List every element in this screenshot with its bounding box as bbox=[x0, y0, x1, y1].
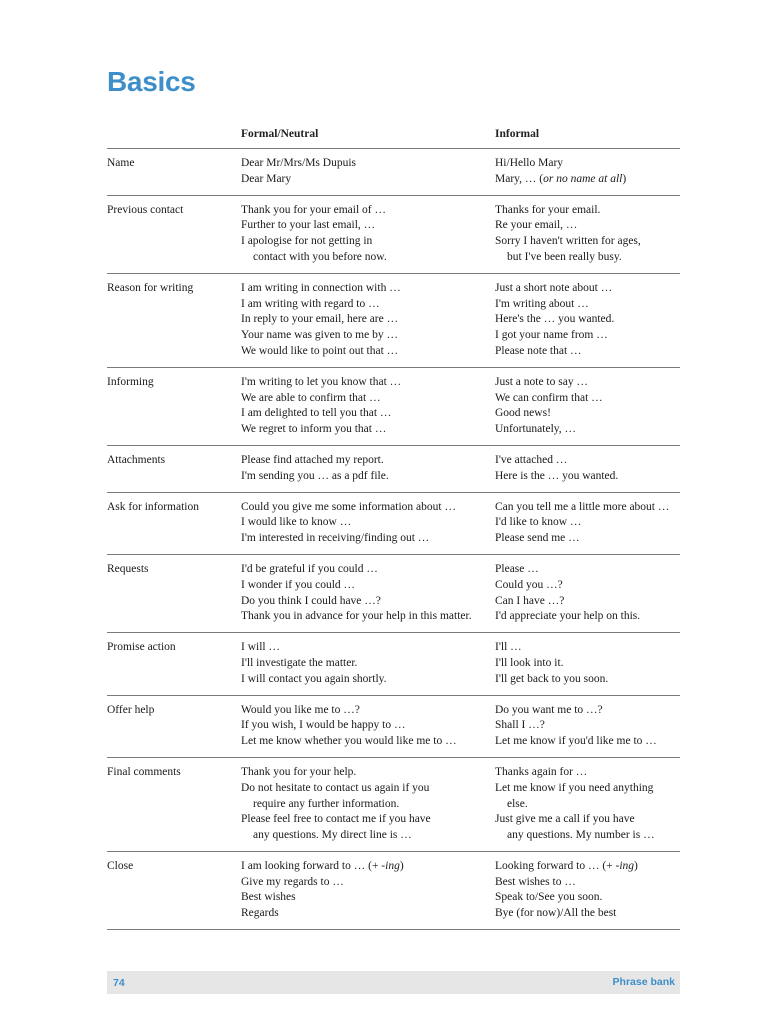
phrase-line bbox=[241, 765, 495, 781]
informal-phrases bbox=[495, 203, 680, 266]
table-row bbox=[107, 695, 680, 757]
table-row bbox=[107, 757, 680, 851]
phrase-text-end: ) bbox=[399, 859, 404, 872]
phrase-text: Do you think I could have …? bbox=[241, 594, 381, 607]
phrase-text: I apologise for not getting in bbox=[241, 235, 373, 248]
phrase-text: We regret to inform you that … bbox=[241, 423, 387, 436]
phrase-text: I'll get back to you soon. bbox=[495, 672, 609, 685]
phrase-text: I'd be grateful if you could … bbox=[241, 562, 378, 575]
phrase-line bbox=[495, 422, 680, 438]
informal-phrases bbox=[495, 453, 680, 485]
phrase-line bbox=[495, 765, 680, 781]
phrase-line bbox=[241, 703, 495, 719]
formal-phrases bbox=[241, 640, 495, 687]
phrase-line bbox=[241, 203, 495, 219]
phrase-text: Please note that … bbox=[495, 344, 582, 357]
phrase-text: Dear Mr/Mrs/Ms Dupuis bbox=[241, 157, 356, 169]
phrase-line bbox=[495, 906, 680, 922]
phrase-line bbox=[495, 562, 680, 578]
phrase-text: Hi/Hello Mary bbox=[495, 157, 564, 169]
informal-phrases bbox=[495, 281, 680, 360]
phrase-line bbox=[241, 797, 495, 813]
formal-phrases bbox=[241, 703, 495, 750]
phrase-text: I'm writing to let you know that … bbox=[241, 375, 402, 388]
phrase-line bbox=[241, 828, 495, 844]
informal-phrases bbox=[495, 156, 680, 188]
phrase-italic-text: ing bbox=[619, 859, 635, 872]
phrase-line bbox=[495, 500, 680, 516]
phrase-text: Can you tell me a little more about … bbox=[495, 500, 670, 513]
phrase-text: Could you give me some information about … bbox=[241, 500, 456, 513]
phrase-line bbox=[495, 672, 680, 688]
phrase-text: I'd like to know … bbox=[495, 516, 582, 529]
informal-phrases bbox=[495, 640, 680, 687]
phrase-text: Just a short note about … bbox=[495, 281, 613, 294]
phrase-text: Could you …? bbox=[495, 578, 563, 591]
phrase-text: Best wishes to … bbox=[495, 875, 576, 888]
phrase-text: I've attached … bbox=[495, 453, 568, 466]
phrase-line bbox=[495, 218, 680, 234]
informal-column-header: Informal bbox=[495, 128, 540, 140]
phrase-text: I'll … bbox=[495, 641, 522, 654]
table-row bbox=[107, 632, 680, 694]
phrase-text-end: ) bbox=[622, 172, 627, 185]
phrase-text: else. bbox=[507, 797, 528, 810]
phrase-text: I'll investigate the matter. bbox=[241, 656, 358, 669]
row-label: Offer help bbox=[107, 703, 155, 716]
formal-phrases bbox=[241, 765, 495, 844]
phrase-line bbox=[495, 312, 680, 328]
phrase-line bbox=[495, 375, 680, 391]
phrase-line bbox=[241, 328, 495, 344]
phrase-text: Re your email, … bbox=[495, 219, 578, 232]
row-label: Final comments bbox=[107, 765, 181, 778]
phrase-text: I am looking forward to … (+ - bbox=[241, 859, 386, 872]
formal-phrases bbox=[241, 859, 495, 922]
phrase-text: I will … bbox=[241, 641, 280, 654]
phrase-line bbox=[495, 890, 680, 906]
phrase-text: I am writing in connection with … bbox=[241, 281, 401, 294]
phrase-text: Thank you in advance for your help in this matter. bbox=[241, 610, 472, 623]
phrase-line bbox=[241, 344, 495, 360]
phrase-line bbox=[241, 672, 495, 688]
formal-phrases bbox=[241, 453, 495, 485]
phrase-text: I am delighted to tell you that … bbox=[241, 407, 392, 420]
row-label: Attachments bbox=[107, 453, 166, 466]
phrase-text: Do you want me to …? bbox=[495, 703, 603, 716]
phrase-text: Speak to/See you soon. bbox=[495, 891, 603, 904]
phrase-text: Just a note to say … bbox=[495, 375, 588, 388]
phrase-text: Just give me a call if you have bbox=[495, 813, 635, 826]
phrase-text: We would like to point out that … bbox=[241, 344, 399, 357]
phrase-line bbox=[495, 718, 680, 734]
phrase-text: Give my regards to … bbox=[241, 875, 344, 888]
table-row bbox=[107, 492, 680, 554]
phrase-text-end: ) bbox=[634, 859, 638, 872]
phrase-text: Please send me … bbox=[495, 532, 580, 545]
row-label: Requests bbox=[107, 562, 149, 575]
phrase-text: require any further information. bbox=[253, 797, 400, 810]
phrase-line bbox=[495, 828, 680, 844]
phrase-text: I am writing with regard to … bbox=[241, 297, 380, 310]
table-row bbox=[107, 445, 680, 492]
phrase-text: any questions. My number is … bbox=[507, 829, 655, 842]
phrase-line bbox=[495, 281, 680, 297]
phrase-text: Thanks for your email. bbox=[495, 203, 601, 216]
phrase-line bbox=[495, 453, 680, 469]
phrase-text: Would you like me to …? bbox=[241, 703, 360, 716]
phrase-line bbox=[241, 172, 495, 188]
table-row bbox=[107, 554, 680, 632]
informal-phrases bbox=[495, 562, 680, 625]
phrase-text: Please … bbox=[495, 562, 539, 575]
phrase-text: I would like to know … bbox=[241, 516, 352, 529]
phrase-text: I wonder if you could … bbox=[241, 578, 356, 591]
phrase-line bbox=[495, 391, 680, 407]
phrase-line bbox=[241, 515, 495, 531]
phrase-text: I'm interested in receiving/finding out … bbox=[241, 532, 430, 545]
phrase-line bbox=[495, 609, 680, 625]
phrase-line bbox=[495, 797, 680, 813]
phrase-line bbox=[241, 812, 495, 828]
page-number: 74 bbox=[113, 977, 125, 989]
phrase-text: Mary, … ( bbox=[495, 172, 544, 185]
phrase-text: Do not hesitate to contact us again if you bbox=[241, 781, 430, 794]
phrase-line bbox=[241, 469, 495, 485]
phrase-line bbox=[241, 781, 495, 797]
phrase-text: In reply to your email, here are … bbox=[241, 313, 399, 326]
phrase-line bbox=[241, 297, 495, 313]
phrase-line bbox=[241, 375, 495, 391]
phrase-text: any questions. My direct line is … bbox=[253, 829, 412, 842]
phrase-text: Please find attached my report. bbox=[241, 453, 384, 466]
phrase-line bbox=[495, 344, 680, 360]
phrase-line bbox=[241, 906, 495, 922]
phrase-line bbox=[241, 640, 495, 656]
phrase-line bbox=[495, 172, 680, 188]
phrase-line bbox=[241, 609, 495, 625]
phrase-line bbox=[241, 890, 495, 906]
row-label: Promise action bbox=[107, 641, 176, 654]
phrase-text: Can I have …? bbox=[495, 594, 565, 607]
phrase-line bbox=[241, 500, 495, 516]
phrase-text: Shall I …? bbox=[495, 719, 545, 732]
phrase-line bbox=[241, 156, 495, 172]
phrase-text: If you wish, I would be happy to … bbox=[241, 719, 406, 732]
informal-phrases bbox=[495, 375, 680, 438]
phrase-text: Unfortunately, … bbox=[495, 423, 577, 436]
phrase-line bbox=[241, 250, 495, 266]
phrase-table bbox=[107, 148, 680, 930]
phrase-text: Let me know if you need anything bbox=[495, 781, 654, 794]
phrase-text: Let me know whether you would like me to … bbox=[241, 735, 457, 748]
phrase-line bbox=[495, 234, 680, 250]
phrase-line bbox=[241, 312, 495, 328]
phrase-line bbox=[241, 859, 495, 875]
phrase-text: We can confirm that … bbox=[495, 391, 603, 404]
phrase-line bbox=[241, 875, 495, 891]
phrase-line bbox=[495, 703, 680, 719]
phrase-line bbox=[241, 734, 495, 750]
phrase-line bbox=[241, 531, 495, 547]
phrase-line bbox=[495, 859, 680, 875]
table-row bbox=[107, 367, 680, 445]
phrase-line bbox=[241, 218, 495, 234]
formal-phrases bbox=[241, 562, 495, 625]
informal-phrases bbox=[495, 703, 680, 750]
phrase-line bbox=[495, 640, 680, 656]
phrase-text: Here's the … you wanted. bbox=[495, 313, 615, 326]
phrase-text: I got your name from … bbox=[495, 329, 608, 342]
phrase-text: Let me know if you'd like me to … bbox=[495, 735, 657, 748]
phrase-line bbox=[495, 406, 680, 422]
phrase-text: Here is the … you wanted. bbox=[495, 469, 619, 482]
phrase-italic-text: ing bbox=[385, 859, 400, 872]
row-label: Name bbox=[107, 157, 135, 169]
row-label: Informing bbox=[107, 375, 154, 388]
phrase-text: Please feel free to contact me if you have bbox=[241, 813, 431, 826]
phrase-text: We are able to confirm that … bbox=[241, 391, 381, 404]
phrase-line bbox=[495, 578, 680, 594]
phrase-line bbox=[241, 594, 495, 610]
phrase-line bbox=[495, 594, 680, 610]
section-name: Phrase bank bbox=[612, 976, 675, 988]
phrase-text: Looking forward to … (+ - bbox=[495, 859, 620, 872]
phrase-italic-text: or no name at all bbox=[543, 172, 623, 185]
phrase-line bbox=[241, 578, 495, 594]
page-footer bbox=[107, 971, 680, 994]
phrase-text: Good news! bbox=[495, 407, 551, 420]
informal-phrases bbox=[495, 500, 680, 547]
formal-phrases bbox=[241, 156, 495, 188]
page-title: Basics bbox=[107, 66, 196, 97]
phrase-line bbox=[495, 250, 680, 266]
phrase-line bbox=[241, 422, 495, 438]
phrase-line bbox=[241, 281, 495, 297]
phrase-line bbox=[495, 734, 680, 750]
formal-phrases bbox=[241, 500, 495, 547]
phrase-text: Sorry I haven't written for ages, bbox=[495, 235, 641, 248]
phrase-line bbox=[495, 875, 680, 891]
phrase-text: I'd appreciate your help on this. bbox=[495, 610, 641, 623]
phrase-text: I'll look into it. bbox=[495, 656, 564, 669]
phrase-line bbox=[495, 515, 680, 531]
formal-phrases bbox=[241, 375, 495, 438]
table-row bbox=[107, 148, 680, 195]
phrase-line bbox=[495, 812, 680, 828]
row-label: Close bbox=[107, 859, 134, 872]
phrase-text: I'm writing about … bbox=[495, 297, 589, 310]
informal-phrases bbox=[495, 765, 680, 844]
phrase-line bbox=[241, 406, 495, 422]
formal-column-header: Formal/Neutral bbox=[241, 128, 319, 140]
formal-phrases bbox=[241, 203, 495, 266]
phrase-line bbox=[495, 469, 680, 485]
phrase-text: but I've been really busy. bbox=[507, 250, 622, 263]
formal-phrases bbox=[241, 281, 495, 360]
phrase-text: Your name was given to me by … bbox=[241, 329, 398, 342]
table-row bbox=[107, 195, 680, 273]
phrase-line bbox=[495, 297, 680, 313]
row-label: Previous contact bbox=[107, 203, 184, 216]
phrase-line bbox=[241, 453, 495, 469]
informal-phrases bbox=[495, 859, 680, 922]
phrase-text: Thanks again for … bbox=[495, 765, 588, 778]
phrase-text: Regards bbox=[241, 907, 279, 920]
phrase-text: contact with you before now. bbox=[253, 250, 387, 263]
phrase-line bbox=[495, 531, 680, 547]
table-row bbox=[107, 273, 680, 367]
phrase-text: Thank you for your email of … bbox=[241, 203, 386, 216]
phrase-text: I will contact you again shortly. bbox=[241, 672, 387, 685]
phrase-line bbox=[495, 328, 680, 344]
table-row bbox=[107, 851, 680, 930]
phrase-text: Dear Mary bbox=[241, 172, 292, 185]
phrase-line bbox=[241, 234, 495, 250]
row-label: Reason for writing bbox=[107, 281, 194, 294]
phrase-line bbox=[495, 656, 680, 672]
row-label: Ask for information bbox=[107, 500, 199, 513]
phrase-line bbox=[495, 781, 680, 797]
phrase-text: I'm sending you … as a pdf file. bbox=[241, 469, 389, 482]
phrase-line bbox=[241, 562, 495, 578]
phrase-line bbox=[241, 391, 495, 407]
phrase-text: Best wishes bbox=[241, 891, 296, 904]
phrase-text: Thank you for your help. bbox=[241, 765, 357, 778]
phrase-line bbox=[241, 656, 495, 672]
phrase-line bbox=[241, 718, 495, 734]
phrase-line bbox=[495, 203, 680, 219]
phrase-line bbox=[495, 156, 680, 172]
phrase-text: Further to your last email, … bbox=[241, 219, 376, 232]
phrase-text: Bye (for now)/All the best bbox=[495, 907, 617, 920]
